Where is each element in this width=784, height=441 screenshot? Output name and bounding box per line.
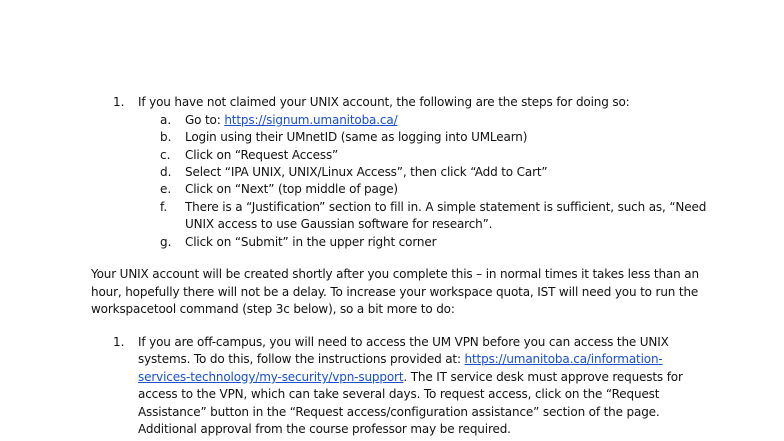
list-number: 1.: [113, 335, 125, 349]
vpn-line: Additional approval from the course professor may be required.: [138, 422, 511, 436]
step-letter: a.: [160, 113, 172, 127]
step-text: Login using their UMnetID (same as logging into UMLearn): [185, 130, 528, 144]
vpn-line: Assistance” button in the “Request access/configuration assistance” section of the page.: [138, 405, 660, 419]
step-text: Click on “Next” (top middle of page): [185, 182, 398, 196]
step-text: Select “IPA UNIX, UNIX/Linux Access”, then click “Add to Cart”: [185, 165, 548, 179]
step-letter: f.: [160, 200, 168, 214]
list-item-intro: If you have not claimed your UNIX account, the following are the steps for doing so:: [138, 95, 630, 109]
vpn-line: [138, 351, 663, 367]
vpn-link-part2[interactable]: services-technology/my-security/vpn-support: [138, 370, 404, 384]
paragraph-line: workspacetool command (step 3c below), so a bit more to do:: [91, 302, 455, 316]
vpn-line: access to the VPN, which can take several days. To request access, click on the “Request: [138, 387, 660, 401]
step-letter: g.: [160, 235, 172, 249]
step-letter: c.: [160, 148, 171, 162]
step-item: [185, 112, 397, 128]
vpn-line: [138, 369, 683, 385]
step-text-line1: There is a “Justification” section to fill in. A simple statement is sufficient, such as, “Need: [185, 200, 707, 214]
vpn-line-text: . The IT service desk must approve requests for: [403, 370, 683, 384]
step-text: Click on “Request Access”: [185, 148, 339, 162]
step-prefix: Go to:: [185, 113, 225, 127]
step-letter: e.: [160, 182, 172, 196]
vpn-link-part1[interactable]: https://umanitoba.ca/information-: [464, 352, 663, 366]
vpn-line-text: systems. To do this, follow the instructions provided at:: [138, 352, 465, 366]
step-text-line2: UNIX access to use Gaussian software for research”.: [185, 217, 493, 231]
signum-link[interactable]: https://signum.umanitoba.ca/: [224, 113, 398, 127]
paragraph-line: Your UNIX account will be created shortly after you complete this – in normal times it takes less than an: [91, 267, 699, 281]
step-letter: b.: [160, 130, 172, 144]
list-number: 1.: [113, 95, 125, 109]
step-letter: d.: [160, 165, 172, 179]
vpn-line: If you are off-campus, you will need to access the UM VPN before you can access the UNIX: [138, 335, 669, 349]
paragraph-line: hour, hopefully there will not be a delay. To increase your workspace quota, IST will need you to run the: [91, 285, 699, 299]
step-text: Click on “Submit” in the upper right corner: [185, 235, 437, 249]
